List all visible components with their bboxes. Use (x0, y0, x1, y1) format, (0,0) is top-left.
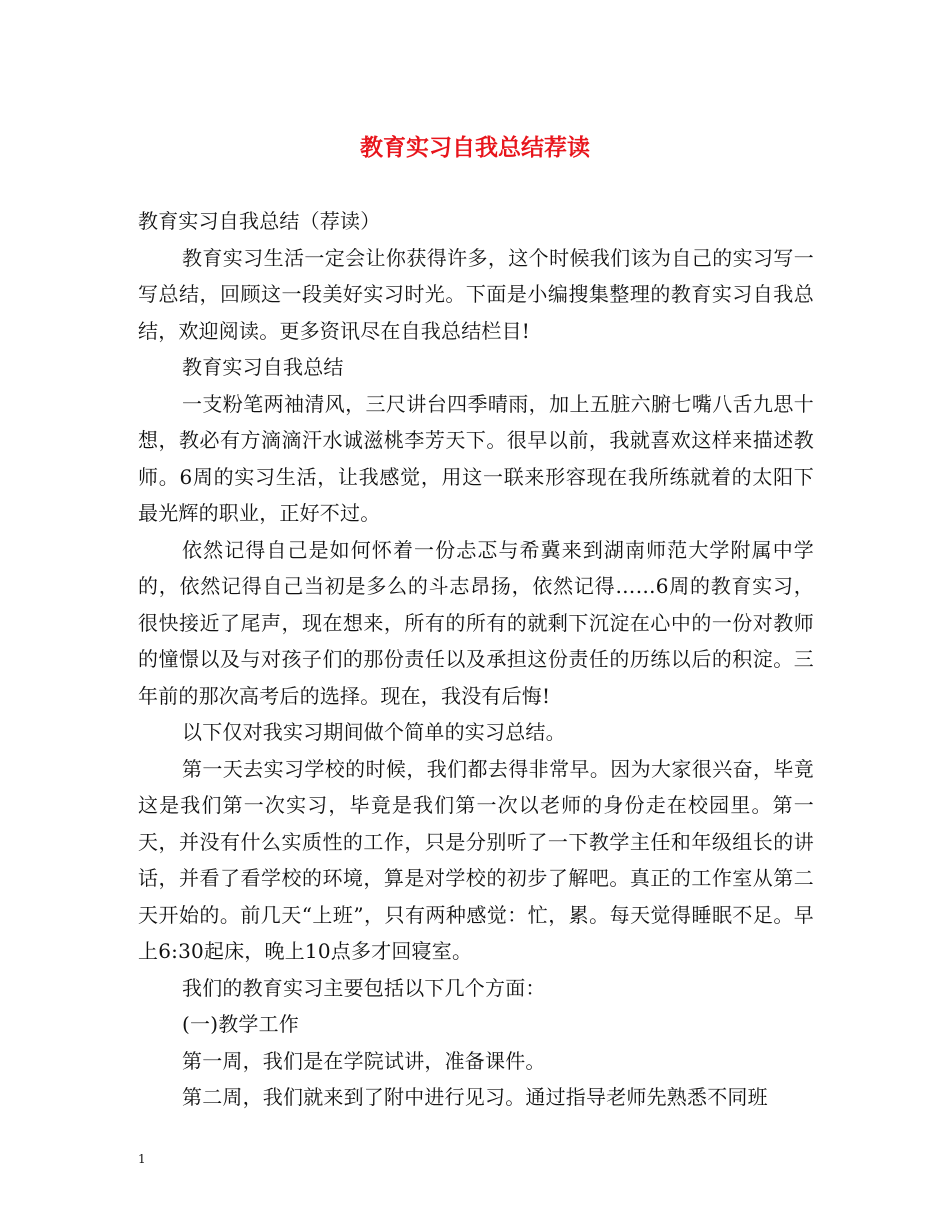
paragraph-intro: 教育实习生活一定会让你获得许多，这个时候我们该为自己的实习写一写总结，回顾这一段美好实习时光。下面是小编搜集整理的教育实习自我总结，欢迎阅读。更多资讯尽在自我总结栏目! (138, 245, 814, 343)
paragraph-week-one: 第一周，我们是在学院试讲，准备课件。 (182, 1048, 546, 1073)
page-number: 1 (138, 1152, 146, 1166)
paragraph-section-heading: 教育实习自我总结 (182, 355, 344, 379)
document-title: 教育实习自我总结荐读 (360, 134, 590, 161)
paragraph-memories: 依然记得自己是如何怀着一份忐忑与希冀来到湖南师范大学附属中学的，依然记得自己当初是多么的斗志昂扬，依然记得……6周的教育实习，很快接近了尾声，现在想来，所有的所有的就剩下沉淀在心中的一份对教师的憧憬以及与对孩子们的那份责任以及承担这份责任的历练以后的积淀。三年前的那次高考后的选择。现在，我没有后悔! (138, 537, 814, 708)
paragraph-subtitle: 教育实习自我总结（荐读） (138, 209, 381, 233)
paragraph-summary-intro: 以下仅对我实习期间做个简单的实习总结。 (182, 720, 566, 744)
paragraph-teaching-heading: (一)教学工作 (182, 1012, 300, 1036)
paragraph-couplet: 一支粉笔两袖清风，三尺讲台四季晴雨，加上五脏六腑七嘴八舌九思十想，教必有方滴滴汗水诚滋桃李芳天下。很早以前，我就喜欢这样来描述教师。6周的实习生活，让我感觉，用这一联来形容现在我所练就着的太阳下最光辉的职业，正好不过。 (138, 391, 814, 525)
paragraph-week-two: 第二周，我们就来到了附中进行见习。通过指导老师先熟悉不同班 (182, 1085, 768, 1109)
paragraph-aspects: 我们的教育实习主要包括以下几个方面： (182, 975, 546, 1000)
paragraph-first-day: 第一天去实习学校的时候，我们都去得非常早。因为大家很兴奋，毕竟这是我们第一次实习，毕竟是我们第一次以老师的身份走在校园里。第一天，并没有什么实质性的工作，只是分别听了一下教学主任和年级组长的讲话，并看了看学校的环境，算是对学校的初步了解吧。真正的工作室从第二天开始的。前几天“上班”，只有两种感觉：忙，累。每天觉得睡眠不足。早上6:30起床，晚上10点多才回寝室。 (138, 756, 814, 963)
document-body (138, 203, 814, 1116)
